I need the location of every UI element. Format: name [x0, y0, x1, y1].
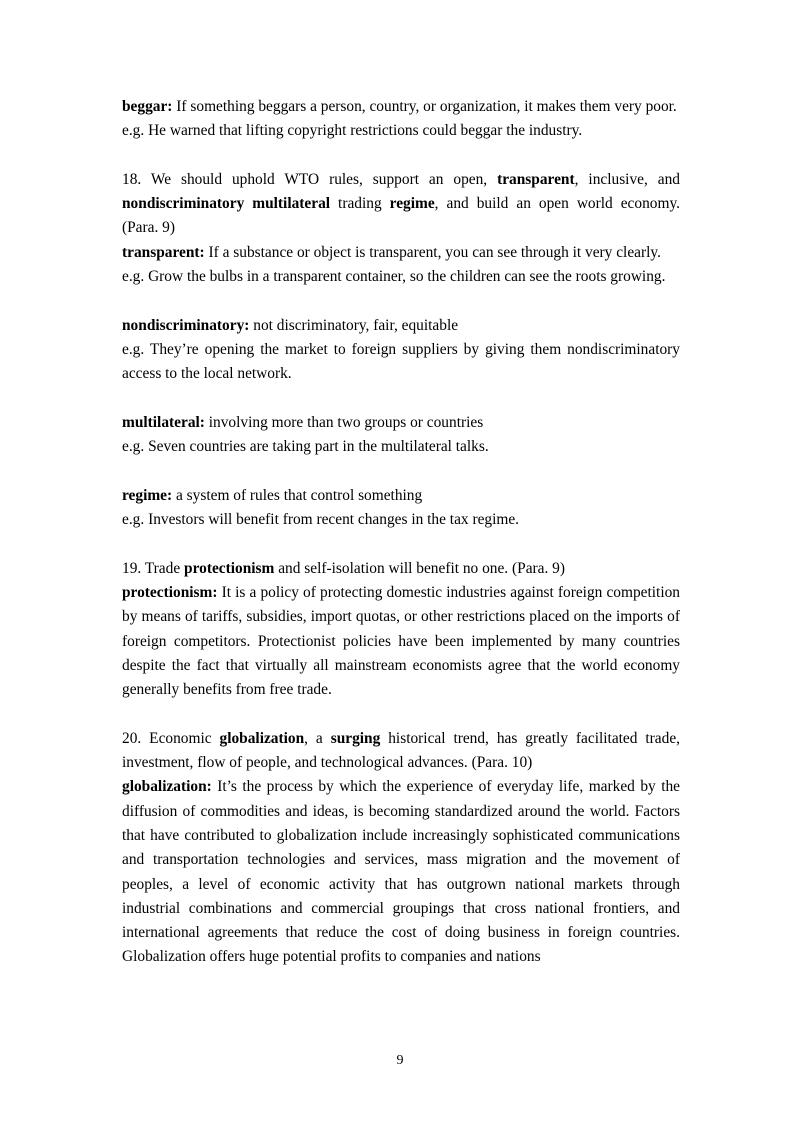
definition-text: not discriminatory, fair, equitable — [249, 316, 459, 334]
spacer — [122, 459, 680, 483]
term: multilateral: — [122, 413, 205, 431]
definition-text: It’s the process by which the experience of everyday life, marked by the diffusion of commodities and ideas, is becoming standardized around the world. Factors that have contributed to globalization include increasingly sophisticated communications and transportation technologies and services, mass migration and the movement of peoples, a level of economic activity that has outgrown national markets through industrial combinations and commercial groupings that cross national frontiers, and international agreements that reduce the cost of doing business in foreign countries. Globalization offers huge potential profits to companies and nations — [122, 778, 680, 966]
definition-protectionism — [122, 581, 680, 702]
page-content — [122, 95, 680, 970]
sentence-text: historical trend, has greatly facilitated trade, investment, flow of people, and technological advances. (Para. 10) — [122, 729, 680, 772]
definition-nondiscriminatory — [122, 314, 680, 338]
keyword: globalization — [219, 729, 305, 747]
keyword: nondiscriminatory multilateral — [122, 195, 331, 213]
spacer — [122, 532, 680, 556]
term: regime: — [122, 486, 173, 504]
example-beggar: e.g. He warned that lifting copyright restrictions could beggar the industry. — [122, 122, 583, 140]
page-number: 9 — [396, 1053, 404, 1068]
sentence-text: , a — [304, 729, 331, 747]
keyword: surging — [330, 729, 381, 747]
spacer — [122, 289, 680, 313]
sentence-number: 18. — [122, 170, 151, 188]
spacer — [122, 144, 680, 168]
sentence-text: and self-isolation will benefit no one. (Para. 9) — [274, 559, 565, 577]
definition-text: If something beggars a person, country, or organization, it makes them very poor. — [172, 98, 677, 115]
sentence-text: Trade — [144, 559, 185, 577]
sentence-text: We should uphold WTO rules, support an open, — [150, 170, 498, 188]
spacer — [122, 702, 680, 726]
sentence-text: trading — [330, 195, 390, 213]
definition-beggar — [122, 95, 680, 119]
sentence-19 — [122, 557, 680, 581]
sentence-18 — [122, 168, 680, 241]
definition-text: If a substance or object is transparent, you can see through it very clearly. — [204, 243, 661, 261]
keyword: transparent — [497, 170, 575, 188]
definition-text: involving more than two groups or countries — [204, 413, 484, 431]
definition-text: a system of rules that control something — [172, 486, 423, 504]
definition-transparent — [122, 241, 680, 265]
keyword: protectionism — [184, 559, 275, 577]
definition-text: It is a policy of protecting domestic industries against foreign competition by means of tariffs, subsidies, import quotas, or other restrictions placed on the imports of foreign competitors. Protectionist policies have been implemented by many countries despite the fact that virtually all mainstream economists agree that the world economy generally benefits from free trade. — [122, 583, 680, 699]
example-multilateral: e.g. Seven countries are taking part in the multilateral talks. — [122, 438, 489, 456]
sentence-text: Economic — [149, 729, 220, 747]
definition-globalization — [122, 775, 680, 969]
definition-regime — [122, 484, 680, 508]
sentence-number: 19. — [122, 559, 145, 577]
example-transparent: e.g. Grow the bulbs in a transparent container, so the children can see the roots growing. — [122, 268, 666, 286]
spacer — [122, 387, 680, 411]
term: transparent: — [122, 243, 205, 261]
definition-multilateral — [122, 411, 680, 435]
sentence-20 — [122, 727, 680, 776]
example-regime: e.g. Investors will benefit from recent changes in the tax regime. — [122, 511, 520, 529]
sentence-number: 20. — [122, 729, 150, 747]
example-nondiscriminatory: e.g. They’re opening the market to foreign suppliers by giving them nondiscriminatory access to the local network. — [122, 340, 680, 383]
keyword: regime — [389, 195, 435, 213]
sentence-text: , and build an open world economy. (Para. 9) — [122, 195, 680, 237]
term: protectionism: — [122, 583, 218, 601]
sentence-text: , inclusive, and — [574, 170, 680, 188]
term: beggar: — [122, 98, 173, 115]
term: nondiscriminatory: — [122, 316, 250, 334]
term: globalization: — [122, 778, 212, 796]
